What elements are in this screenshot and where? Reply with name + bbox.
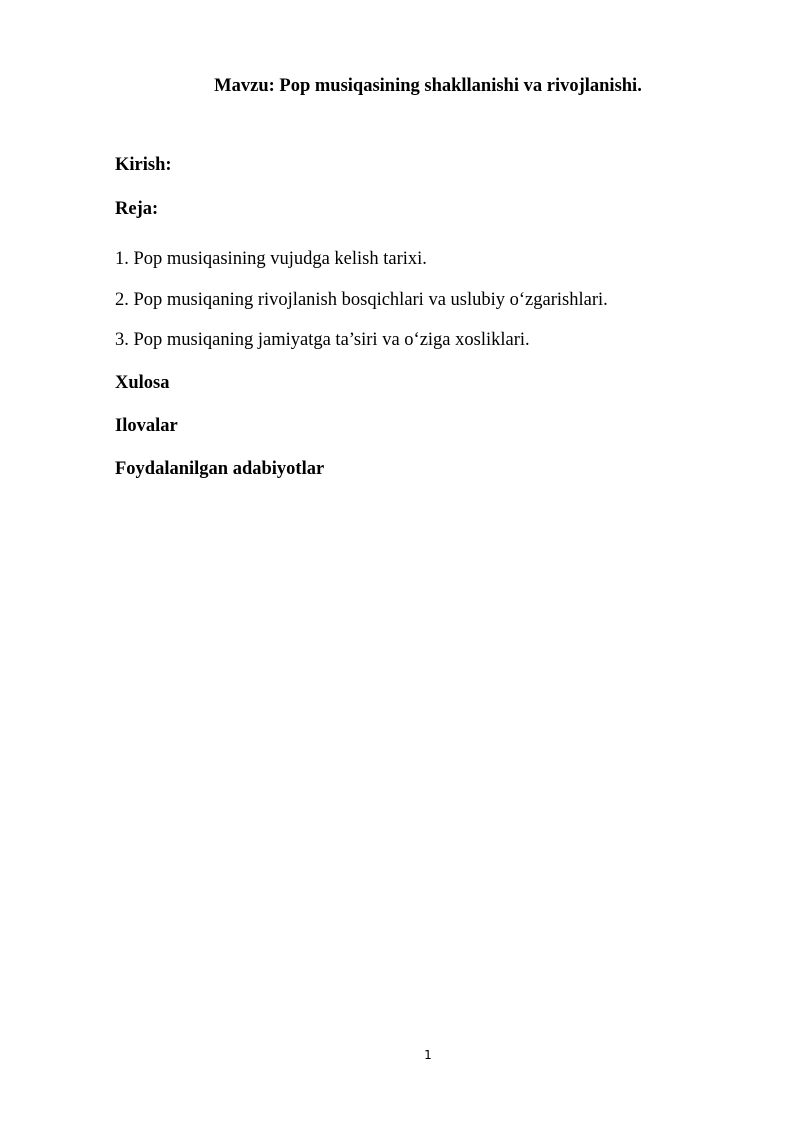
page-number: 1 — [424, 1048, 432, 1062]
reja-heading: Reja: — [115, 199, 159, 219]
plan-item-3: 3. Pop musiqaning jamiyatga ta’siri va o‘ziga xosliklari. — [115, 330, 530, 350]
plan-item-1: 1. Pop musiqasining vujudga kelish tarixi. — [115, 249, 427, 269]
xulosa-heading: Xulosa — [115, 373, 170, 393]
ilovalar-heading: Ilovalar — [115, 416, 178, 436]
kirish-heading: Kirish: — [115, 155, 172, 175]
adabiyotlar-heading: Foydalanilgan adabiyotlar — [115, 459, 325, 479]
document-title: Mavzu: Pop musiqasining shakllanishi va rivojlanishi. — [214, 76, 642, 96]
plan-item-2: 2. Pop musiqaning rivojlanish bosqichlari va uslubiy o‘zgarishlari. — [115, 290, 608, 310]
